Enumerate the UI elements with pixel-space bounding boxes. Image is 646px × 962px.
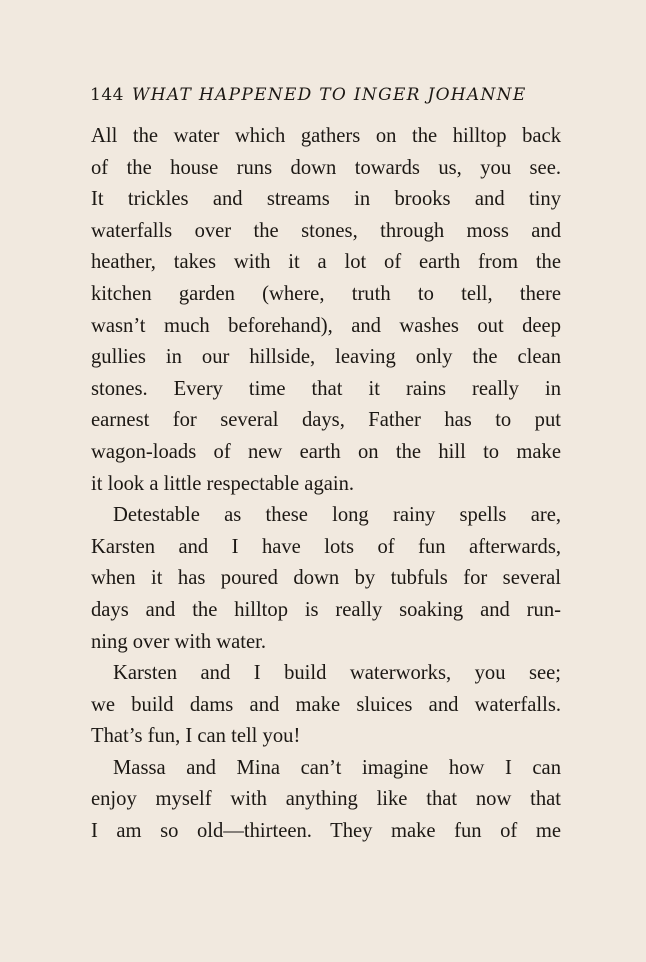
text-line: Karsten and I build waterworks, you see; — [113, 662, 561, 685]
paragraph — [91, 500, 561, 658]
text-line: it look a little respectable again. — [91, 472, 355, 495]
text-line: of the house runs down towards us, you see. — [91, 156, 561, 179]
text-line: Massa and Mina can’t imagine how I can — [113, 756, 561, 779]
text-line: wagon-loads of new earth on the hill to make — [91, 440, 561, 463]
text-line: kitchen garden (where, truth to tell, there — [91, 282, 561, 305]
text-line: ning over with water. — [91, 630, 267, 653]
text-line: stones. Every time that it rains really in — [91, 377, 561, 400]
text-line: days and the hilltop is really soaking and run- — [91, 598, 561, 621]
paragraph — [91, 121, 561, 500]
running-title: WHAT HAPPENED TO INGER JOHANNE — [132, 85, 527, 105]
text-line: That’s fun, I can tell you! — [91, 725, 301, 748]
text-line: gullies in our hillside, leaving only the clean — [91, 346, 561, 369]
text-line: Detestable as these long rainy spells are, — [113, 504, 561, 527]
running-head — [90, 82, 560, 108]
page-number: 144 — [90, 85, 124, 105]
text-line: we build dams and make sluices and waterfalls. — [91, 693, 561, 716]
paragraph — [91, 658, 561, 753]
text-line: I am so old—thirteen. They make fun of me — [91, 820, 561, 843]
body-text — [91, 121, 561, 848]
text-line: enjoy myself with anything like that now that — [91, 788, 561, 811]
text-line: heather, takes with it a lot of earth from the — [91, 251, 561, 274]
text-line: earnest for several days, Father has to put — [91, 409, 561, 432]
text-line: Karsten and I have lots of fun afterwards, — [91, 535, 561, 558]
text-line: wasn’t much beforehand), and washes out deep — [91, 314, 561, 337]
text-line: All the water which gathers on the hilltop back — [91, 125, 561, 147]
paragraph — [91, 753, 561, 848]
text-line: when it has poured down by tubfuls for several — [91, 567, 561, 590]
text-line: waterfalls over the stones, through moss and — [91, 219, 561, 242]
text-line: It trickles and streams in brooks and tiny — [91, 188, 561, 211]
